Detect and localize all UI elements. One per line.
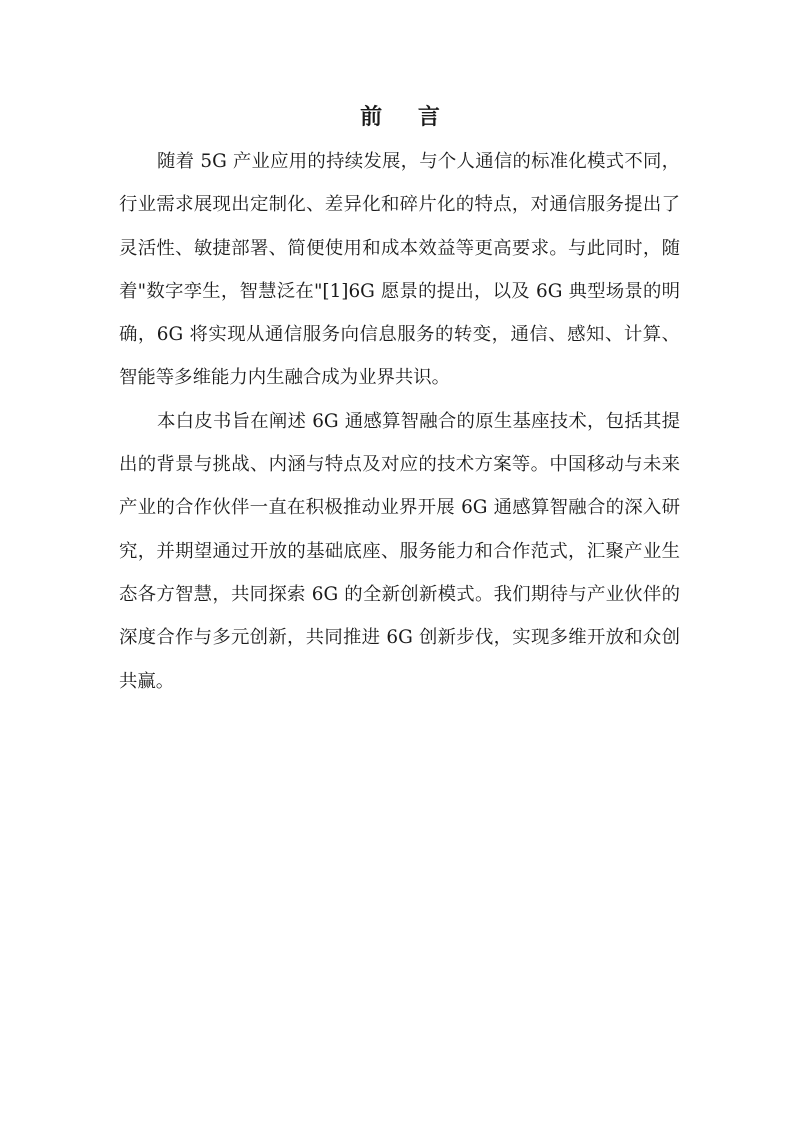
paragraph-line: 产业的合作伙伴一直在积极推动业界开展 6G 通感算智融合的深入研 <box>119 497 680 519</box>
paragraph-1 <box>119 140 680 400</box>
paragraph-line: 确，6G 将实现从通信服务向信息服务的转变，通信、感知、计算、 <box>119 324 680 346</box>
paragraph-line: 深度合作与多元创新，共同推进 6G 创新步伐，实现多维开放和众创 <box>119 627 680 649</box>
paragraph-2 <box>119 400 680 703</box>
paragraph-line: 究，并期望通过开放的基础底座、服务能力和合作范式，汇聚产业生 <box>119 540 680 562</box>
document-body <box>119 140 680 703</box>
paragraph-line: 出的背景与挑战、内涵与特点及对应的技术方案等。中国移动与未来 <box>119 454 680 476</box>
page-title: 前 言 <box>360 105 454 130</box>
paragraph-line: 智能等多维能力内生融合成为业界共识。 <box>119 367 451 389</box>
paragraph-line: 共赢。 <box>119 670 175 692</box>
paragraph-line: 着"数字孪生，智慧泛在"[1]6G 愿景的提出，以及 6G 典型场景的明 <box>119 280 680 302</box>
paragraph-line: 行业需求展现出定制化、差异化和碎片化的特点，对通信服务提出了 <box>119 194 680 216</box>
paragraph-line: 灵活性、敏捷部署、简便使用和成本效益等更高要求。与此同时，随 <box>119 237 680 259</box>
paragraph-line: 随着 5G 产业应用的持续发展，与个人通信的标准化模式不同， <box>157 151 680 172</box>
paragraph-line: 态各方智慧，共同探索 6G 的全新创新模式。我们期待与产业伙伴的 <box>119 583 680 605</box>
paragraph-line: 本白皮书旨在阐述 6G 通感算智融合的原生基座技术，包括其提 <box>157 410 680 432</box>
